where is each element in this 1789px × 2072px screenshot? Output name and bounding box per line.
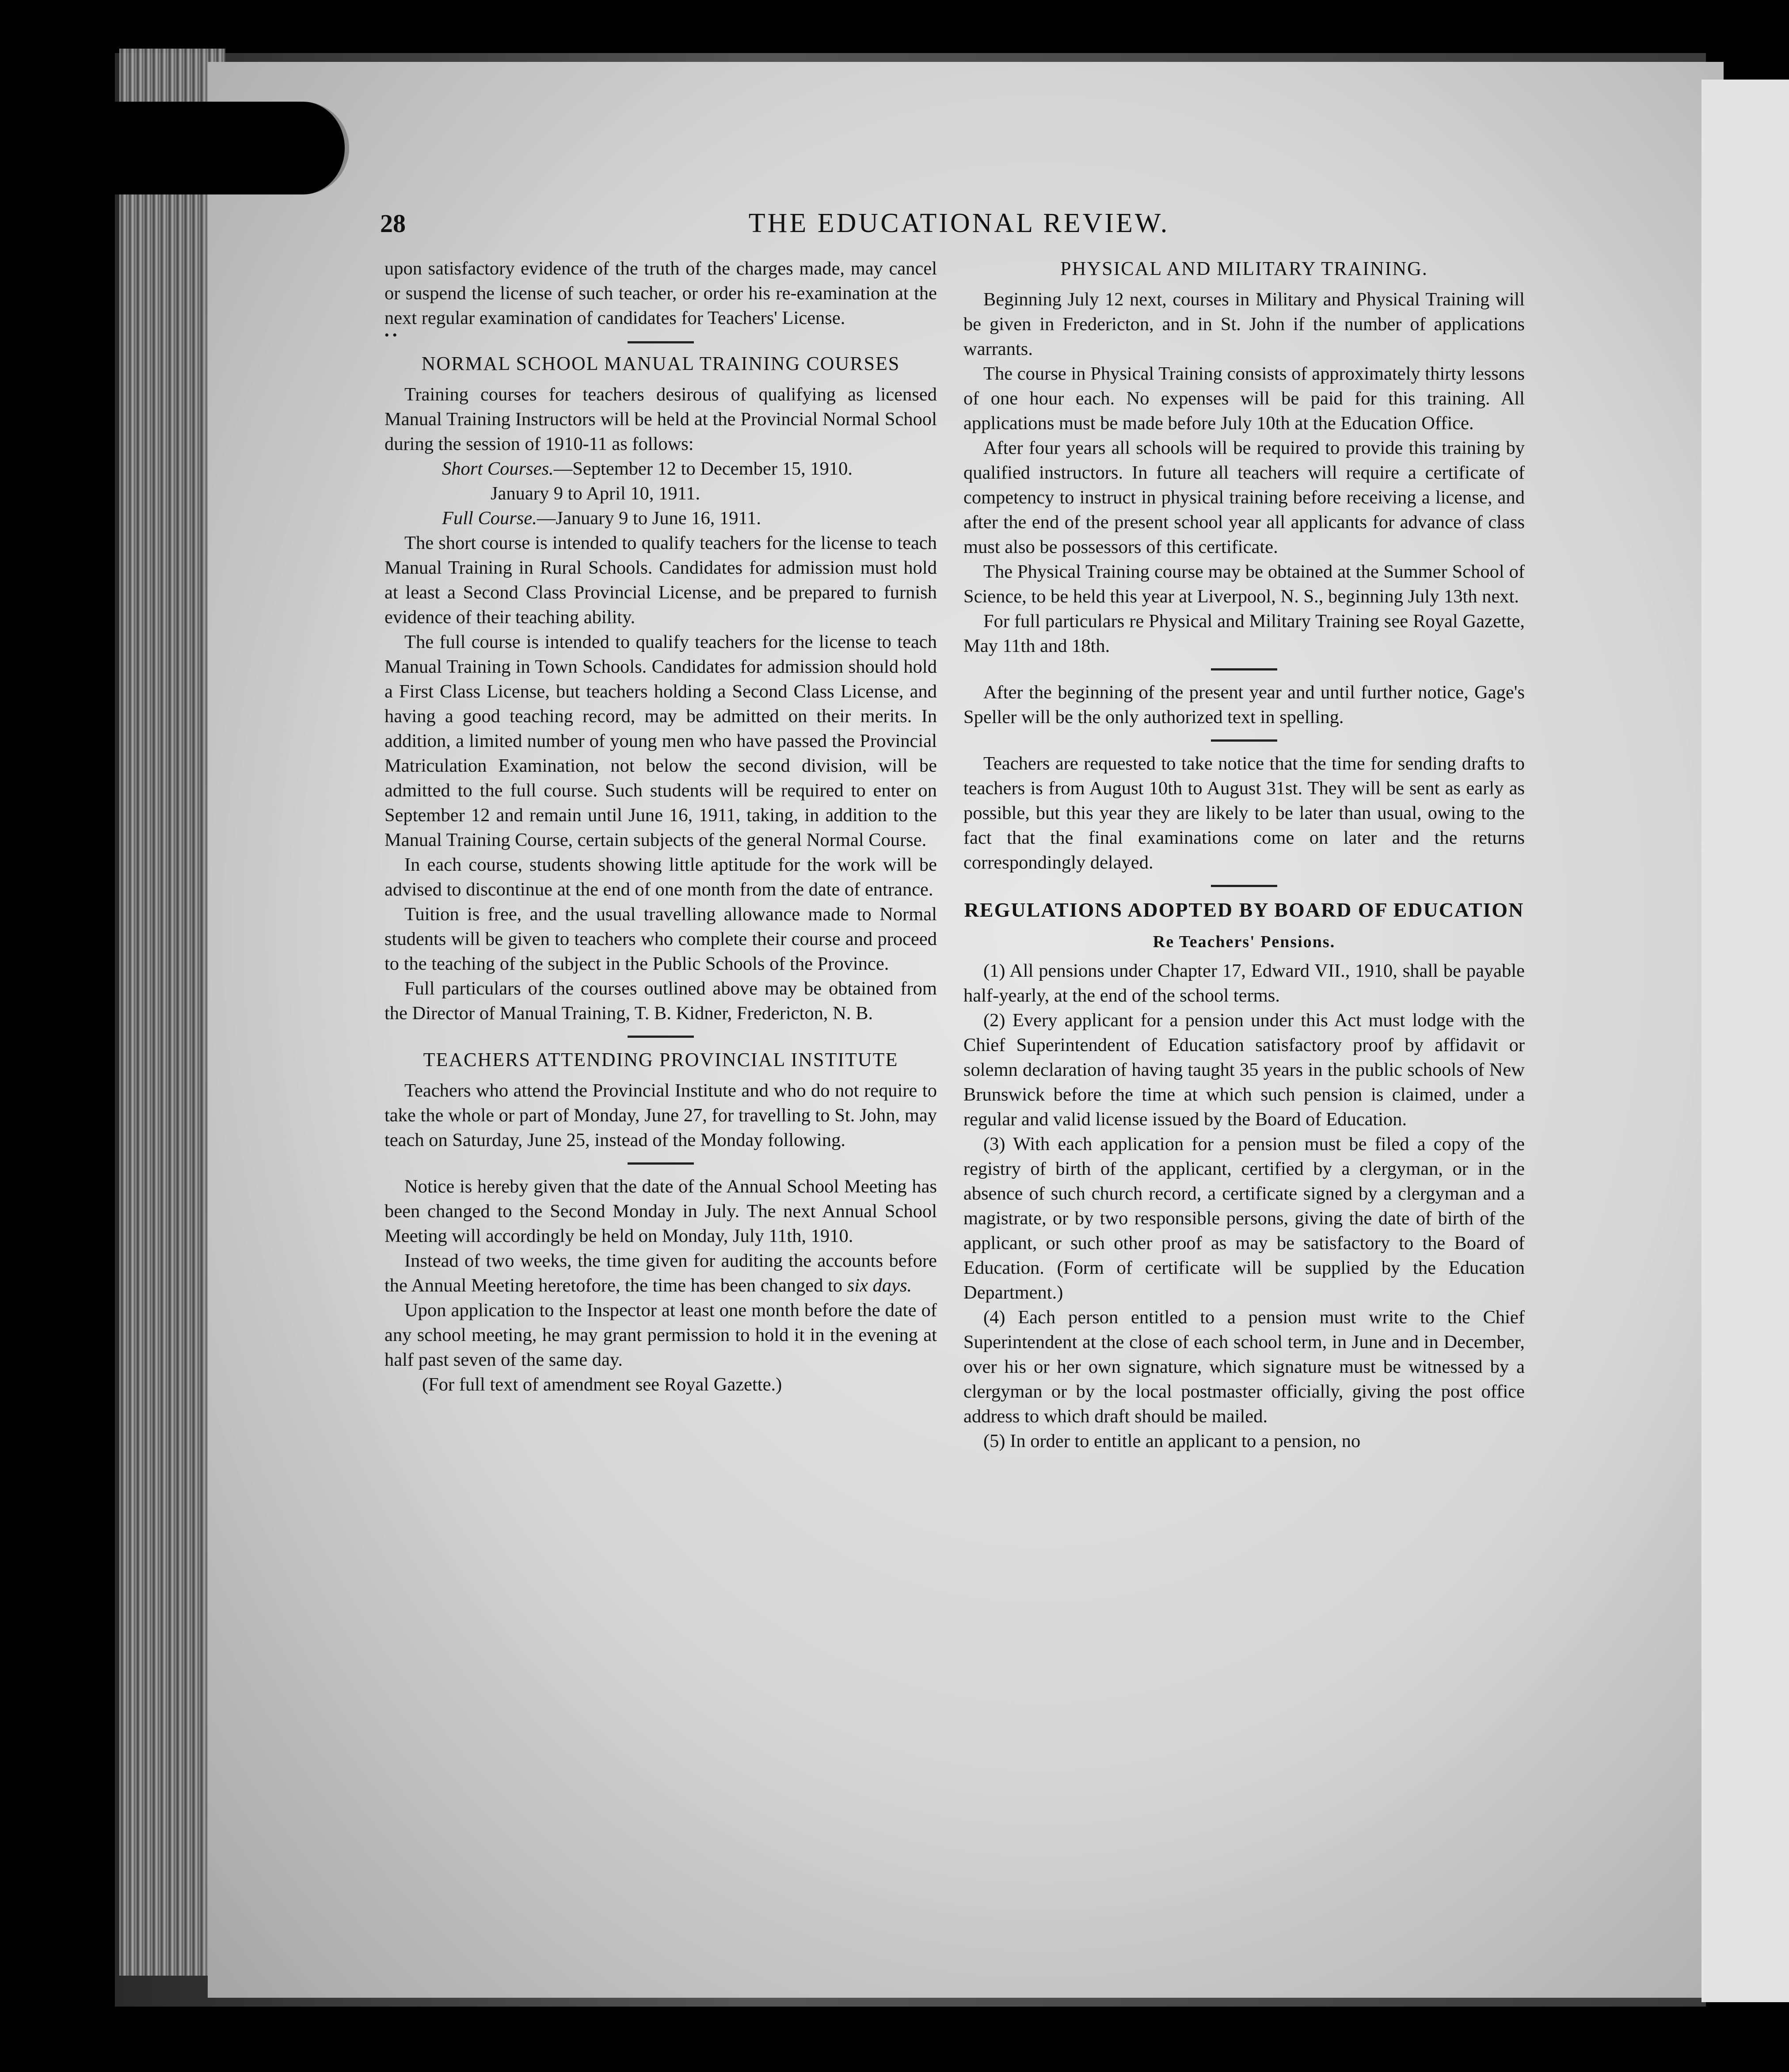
course-dates xyxy=(384,457,937,531)
paragraph-speller: After the beginning of the present year and until further notice, Gage's Speller will be the only authorized text in spelling. xyxy=(963,682,1525,727)
full-course-label: Full Course. xyxy=(442,508,537,529)
short-courses-dates: —September 12 to December 15, 1910. xyxy=(553,458,853,479)
page-number: 28 xyxy=(380,209,406,238)
paragraph-tuition: Tuition is free, and the usual travelling allowance made to Normal students will be given to teachers who complete their course and proceed to the teaching of the subject in the Public Schools of the Province. xyxy=(384,904,937,974)
regulation-3: (3) With each application for a pension must be filed a copy of the registry of birth of the applicant, certified by a clergyman, or in the absence of such church record, a certificate signed by a clergyman and a magistrate, or by two responsible persons, giving the date of birth of the applicant, or such other proof as may be satisfactory to the Board of Education. (Form of certificate will be supplied by the Education Department.) xyxy=(963,1134,1525,1303)
paragraph-inspector: Upon application to the Inspector at least one month before the date of any school meeting, he may grant permission to hold it in the evening at half past seven of the same day. xyxy=(384,1300,937,1370)
divider-rule xyxy=(628,341,694,343)
paragraph-full-course: The full course is intended to qualify teachers for the license to teach Manual Training in Town Schools. Candidates for admission should hold a First Class License, but teachers holding a Second Class License, and having a good teaching record, may be admitted on their merits. In addition, a limited number of young men who have passed the Provincial Matriculation Examination, not below the second division, will be admitted to the full course. Such students will be required to enter on September 12 and remain until June 16, 1911, taking, in addition to the Manual Training Course, certain subjects of the general Normal Course. xyxy=(384,632,937,850)
heading-institute: TEACHERS ATTENDING PROVINCIAL INSTITUTE xyxy=(423,1049,898,1070)
paragraph-auditing xyxy=(384,1249,937,1298)
intro-paragraph: upon satisfactory evidence of the truth of the charges made, may cancel or suspend the license of such teacher, or order his re-examination at the next regular examination of candidates for Teachers' License. xyxy=(384,258,937,328)
divider-rule xyxy=(1211,885,1277,887)
running-head xyxy=(380,203,1538,243)
paragraph-drafts: Teachers are requested to take notice that the time for sending drafts to teachers is from August 10th to August 31st. They will be sent as early as possible, but this year they are likely to be later than usual, owing to the fact that the final examinations come on later and the returns correspondingly delayed. xyxy=(963,753,1525,873)
auditing-days: six days. xyxy=(847,1275,912,1296)
regulation-2: (2) Every applicant for a pension under this Act must lodge with the Chief Superintendent of Education satisfactory proof by affidavit or solemn declaration of having taught 35 years in the public schools of New Brunswick before the time at which such pension is claimed, under a regular and valid license issued by the Board of Education. xyxy=(963,1010,1525,1130)
auditing-text: Instead of two weeks, the time given for auditing the accounts before the Annual Meeting heretofore, the time has been changed to xyxy=(384,1250,937,1296)
divider-rule xyxy=(628,1036,694,1038)
divider-rule xyxy=(1211,668,1277,670)
journal-title: THE EDUCATIONAL REVIEW. xyxy=(748,208,1170,238)
full-course-dates: —January 9 to June 16, 1911. xyxy=(537,508,761,529)
paragraph-royal-gazette: For full particulars re Physical and Military Training see Royal Gazette, May 11th and 18th. xyxy=(963,611,1525,656)
regulation-5: (5) In order to entitle an applicant to a pension, no xyxy=(983,1431,1361,1451)
paragraph-institute: Teachers who attend the Provincial Institute and who do not require to take the whole or part of Monday, June 27, for travelling to St. John, may teach on Saturday, June 25, instead of the Monday following. xyxy=(384,1080,937,1150)
regulation-1: (1) All pensions under Chapter 17, Edward VII., 1910, shall be payable half-yearly, at the end of the school terms. xyxy=(963,960,1525,1006)
paragraph-course-lessons: The course in Physical Training consists of approximately thirty lessons of one hour each. No expenses will be paid for this training. All applications must be made before July 10th at the Education Office. xyxy=(963,363,1525,434)
facing-page-edge xyxy=(1701,80,1789,2002)
paragraph-aptitude: In each course, students showing little aptitude for the work will be advised to discontinue at the end of one month from the date of entrance. xyxy=(384,854,937,900)
divider-rule xyxy=(628,1162,694,1165)
short-courses-label: Short Courses. xyxy=(442,458,554,479)
page-clip xyxy=(97,102,349,194)
paragraph-courses: Training courses for teachers desirous of qualifying as licensed Manual Training Instructors will be held at the Provincial Normal School during the session of 1910-11 as follows: xyxy=(384,384,937,454)
regulation-4: (4) Each person entitled to a pension must write to the Chief Superintendent at the close of each school term, in June and in December, over his or her own signature, which signature must be witnessed by a clergyman or by the local postmaster officially, giving the post office address to which draft should be mailed. xyxy=(963,1307,1525,1427)
paragraph-notice: Notice is hereby given that the date of the Annual School Meeting has been changed to the Second Monday in July. The next Annual School Meeting will accordingly be held on Monday, July 11th, 1910. xyxy=(384,1176,937,1246)
heading-manual-training: NORMAL SCHOOL MANUAL TRAINING COURSES xyxy=(421,353,900,374)
heading-physical-training: PHYSICAL AND MILITARY TRAINING. xyxy=(1060,258,1428,279)
paragraph-short-course: The short course is intended to qualify teachers for the license to teach Manual Training in Rural Schools. Candidates for admission must hold at least a Second Class Provincial License, and be prepared to furnish evidence of their teaching ability. xyxy=(384,533,937,628)
paragraph-summer-school: The Physical Training course may be obtained at the Summer School of Science, to be held this year at Liverpool, N. S., beginning July 13th next. xyxy=(963,561,1525,607)
paragraph-particulars: Full particulars of the courses outlined above may be obtained from the Director of Manual Training, T. B. Kidner, Fredericton, N. B. xyxy=(384,978,937,1024)
paragraph-after-four-years: After four years all schools will be required to provide this training by qualified instructors. In future all teachers will require a certificate of competency to instruct in physical training before receiving a license, and after the end of the present school year all applicants for advance of class must also be possessors of this certificate. xyxy=(963,438,1525,557)
separator-dots: • • xyxy=(384,328,397,343)
paragraph-beginning: Beginning July 12 next, courses in Military and Physical Training will be given in Fredericton, and in St. John if the number of applications warrants. xyxy=(963,289,1525,359)
subheading-pensions: Re Teachers' Pensions. xyxy=(1153,933,1336,951)
paragraph-amendment: (For full text of amendment see Royal Gazette.) xyxy=(422,1374,782,1395)
right-column xyxy=(963,256,1525,1454)
divider-rule xyxy=(1211,739,1277,742)
short-courses-dates-2: January 9 to April 10, 1911. xyxy=(491,483,700,504)
left-column xyxy=(384,256,937,1397)
heading-regulations: REGULATIONS ADOPTED BY BOARD OF EDUCATION xyxy=(964,899,1524,921)
